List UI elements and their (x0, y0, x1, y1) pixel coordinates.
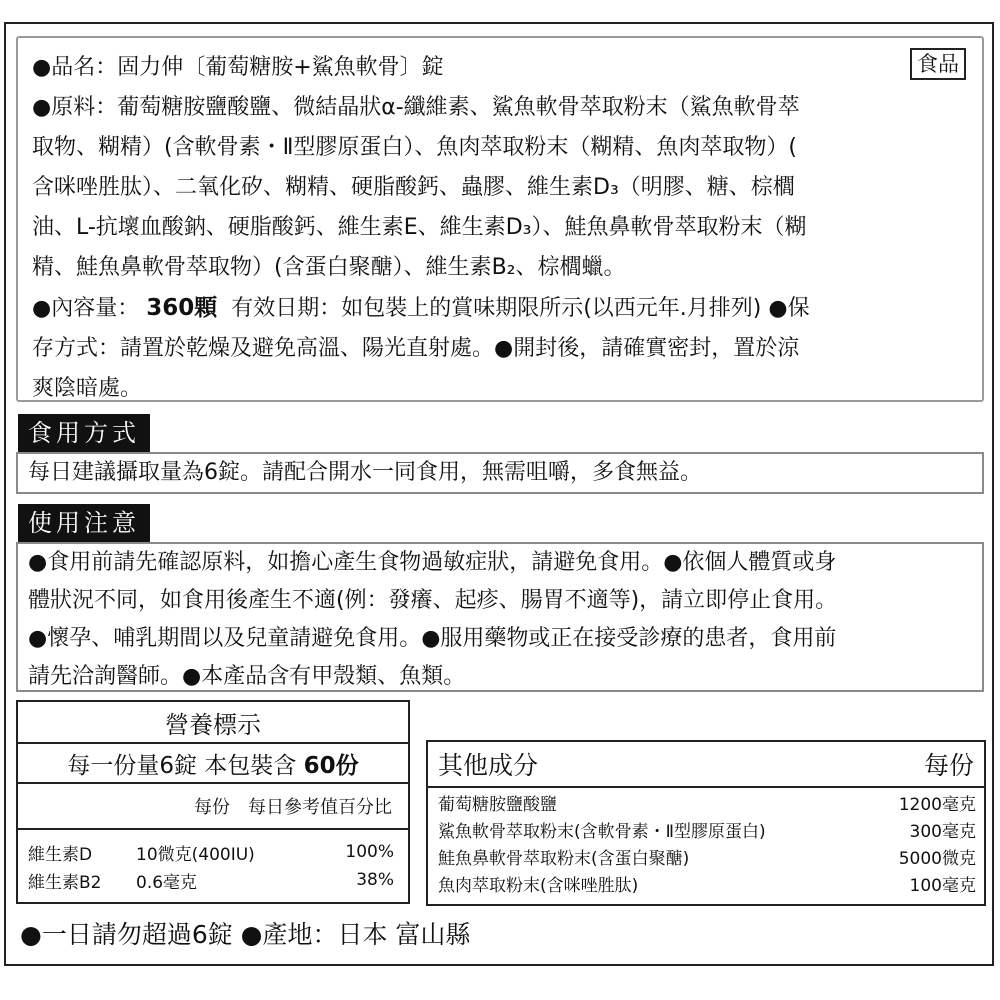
serving-info (17, 743, 409, 783)
nutrient-row (18, 838, 408, 866)
caution-box (16, 542, 984, 692)
ingredient-name: 葡萄糖胺鹽酸鹽 (438, 795, 557, 815)
ingredient-amount: 1200毫克 (898, 795, 976, 815)
product-name-line: ●品名：固力伸〔葡萄糖胺+鯊魚軟骨〕錠 (32, 55, 444, 80)
ingredients-line: 含咪唑胜肽）、二氧化矽、糊精、硬脂酸鈣、蟲膠、維生素D₃（明膠、糖、棕櫚 (32, 175, 795, 200)
nutrient-name: 維生素B2 (28, 872, 102, 893)
per-serving-label: 每份 (923, 751, 974, 780)
product-info-box (16, 36, 984, 402)
nutrient-amount: 10微克(400IU) (136, 844, 255, 865)
usage-box (16, 452, 984, 494)
nutrition-header: 每份 每日參考值百分比 (17, 783, 409, 829)
other-ingredients-table (426, 740, 986, 906)
nutrient-name: 維生素D (28, 844, 93, 865)
serving-count: 60份 (303, 752, 359, 779)
expiry-text: 有效日期：如包裝上的賞味期限所示(以西元年.月排列) ●保 (231, 296, 810, 321)
ingredients-line: ●原料：葡萄糖胺鹽酸鹽、微結晶狀α-纖維素、鯊魚軟骨萃取粉末（鯊魚軟骨萃 (32, 95, 800, 120)
caution-line: 請先洽詢醫師。●本產品含有甲殼類、魚類。 (28, 664, 466, 689)
ingredient-name: 鯊魚軟骨萃取粉末(含軟骨素・Ⅱ型膠原蛋白) (438, 822, 766, 842)
ingredients-line: 油、L-抗壞血酸鈉、硬脂酸鈣、維生素E、維生素D₃）、鮭魚鼻軟骨萃取粉末（糊 (32, 215, 807, 240)
caution-line: ●懷孕、哺乳期間以及兒童請避免食用。●服用藥物或正在接受診療的患者，食用前 (28, 626, 837, 651)
ingredient-name: 魚肉萃取粉末(含咪唑胜肽) (438, 876, 639, 896)
ingredient-amount: 300毫克 (909, 822, 976, 842)
storage-line: 爽陰暗處。 (32, 376, 143, 401)
usage-text: 每日建議攝取量為6錠。請配合開水一同食用，無需咀嚼，多食無益。 (28, 460, 702, 485)
nutrition-rows (17, 829, 409, 903)
caution-line: ●食用前請先確認原料，如擔心產生食物過敏症狀，請避免食用。●依個人體質或身 (28, 550, 837, 575)
content-prefix: ●內容量： (32, 296, 140, 321)
nutrient-row (18, 866, 408, 894)
caution-line: 體狀況不同，如食用後產生不適(例：發癢、起疹、腸胃不適等)，請立即停止食用。 (28, 588, 838, 613)
ingredient-row (438, 873, 976, 900)
nutrient-percent: 38% (356, 870, 394, 890)
other-ingredients-title: 其他成分 (438, 751, 539, 780)
ingredients-line: 精、鮭魚鼻軟骨萃取物）(含蛋白聚醣）、維生素B₂、棕櫚蠟。 (32, 255, 626, 280)
ingredient-amount: 100毫克 (909, 876, 976, 896)
food-badge: 食品 (910, 48, 966, 80)
other-ingredients-body (428, 788, 984, 904)
footer-text: ●一日請勿超過6錠 ●產地：日本 富山縣 (20, 920, 471, 949)
storage-line: 存方式：請置於乾燥及避免高溫、陽光直射處。●開封後，請確實密封，置於涼 (32, 336, 800, 361)
nutrition-title: 營養標示 (17, 701, 409, 743)
ingredient-row (438, 792, 976, 819)
nutrient-amount: 0.6毫克 (136, 872, 198, 893)
serving-text: 每一份量6錠 本包裝含 (67, 752, 297, 779)
caution-heading: 使用注意 (18, 504, 150, 542)
ingredient-name: 鮭魚鼻軟骨萃取粉末(含蛋白聚醣) (438, 849, 690, 869)
ingredients-line: 取物、糊精）(含軟骨素・Ⅱ型膠原蛋白）、魚肉萃取粉末（糊精、魚肉萃取物）( (32, 135, 797, 160)
ingredient-amount: 5000微克 (898, 849, 976, 869)
content-line (32, 288, 968, 329)
content-amount: 360顆 (146, 295, 218, 321)
nutrition-table (16, 700, 410, 904)
other-ingredients-header (428, 742, 984, 788)
nutrient-percent: 100% (345, 842, 394, 862)
ingredient-row (438, 819, 976, 846)
ingredient-row (438, 846, 976, 873)
usage-heading: 食用方式 (18, 414, 150, 452)
